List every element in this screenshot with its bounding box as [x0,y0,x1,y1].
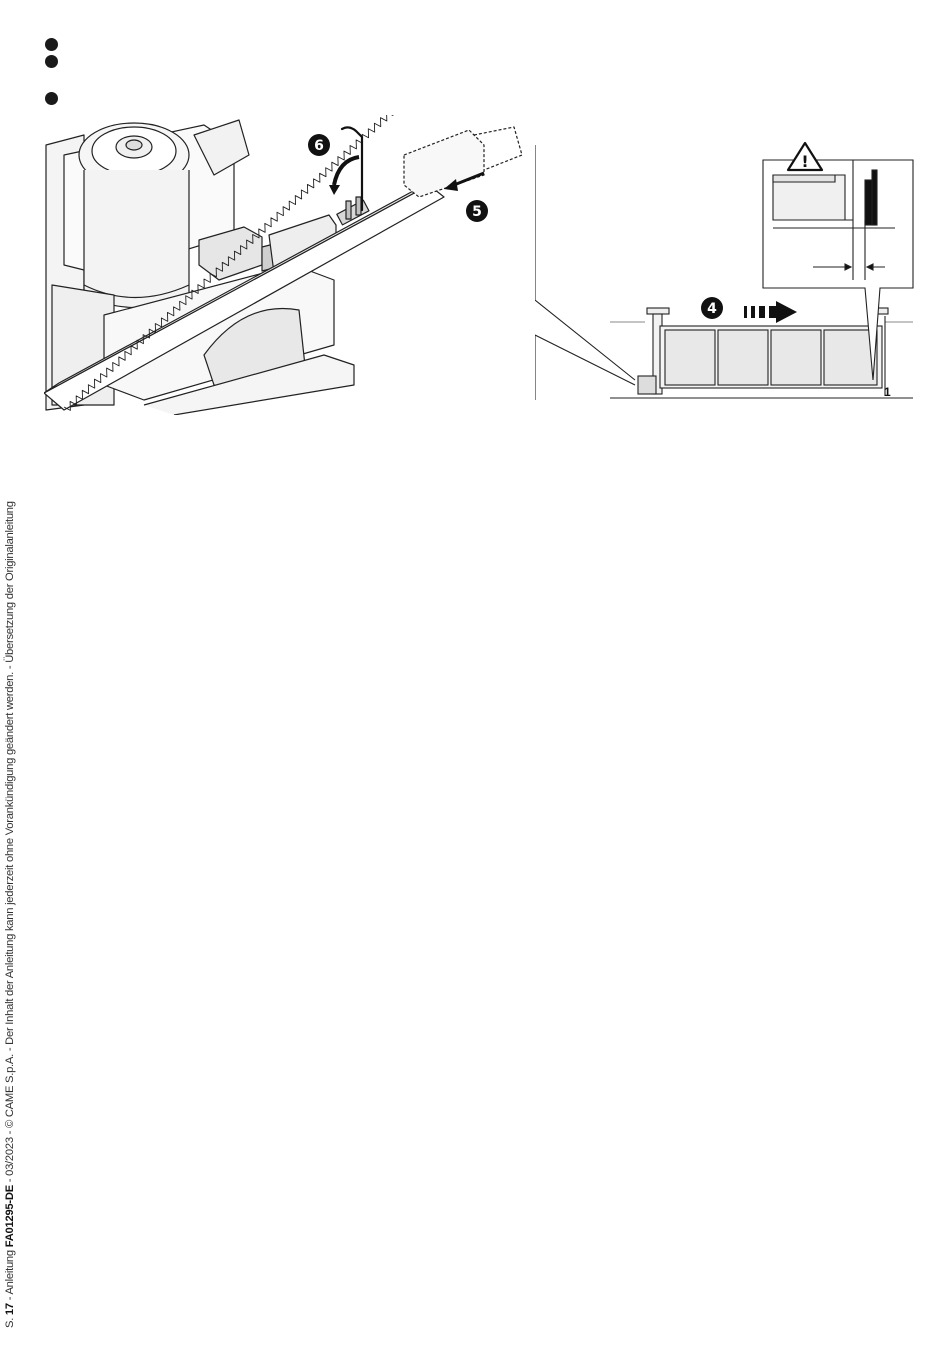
step-4-label: 4 [707,301,717,317]
footer-sep: - Anleitung [4,1247,16,1304]
footer-prefix: S. [4,1315,16,1328]
step-6-label: 6 [314,138,324,154]
step-5-badge [466,200,488,222]
warning-symbol: ! [801,152,809,171]
footer-page-number: 17 [4,1303,16,1316]
step-6-badge [308,134,330,156]
direction-arrow-icon [744,301,797,323]
step-5-label: 5 [472,204,482,220]
step-4-badge [701,297,723,319]
footer-rest: - 03/2023 - © CAME S.p.A. - Der Inhalt der Anleitung kann jederzeit ohne Vorankündigung geändert werden. - Übersetzung der Originalanleitung [4,501,16,1186]
bullet-1 [45,38,58,51]
bullet-2 [45,55,58,68]
warning-triangle-icon [788,143,822,171]
motor-rack-illustration [44,115,530,415]
bullet-3 [45,92,58,105]
gate-edge-label: 1 [884,385,891,399]
gate-overview-illustration [535,140,915,405]
footer-manual-code: FA01295-DE [4,1185,16,1248]
footer-vertical-text [4,501,16,1328]
